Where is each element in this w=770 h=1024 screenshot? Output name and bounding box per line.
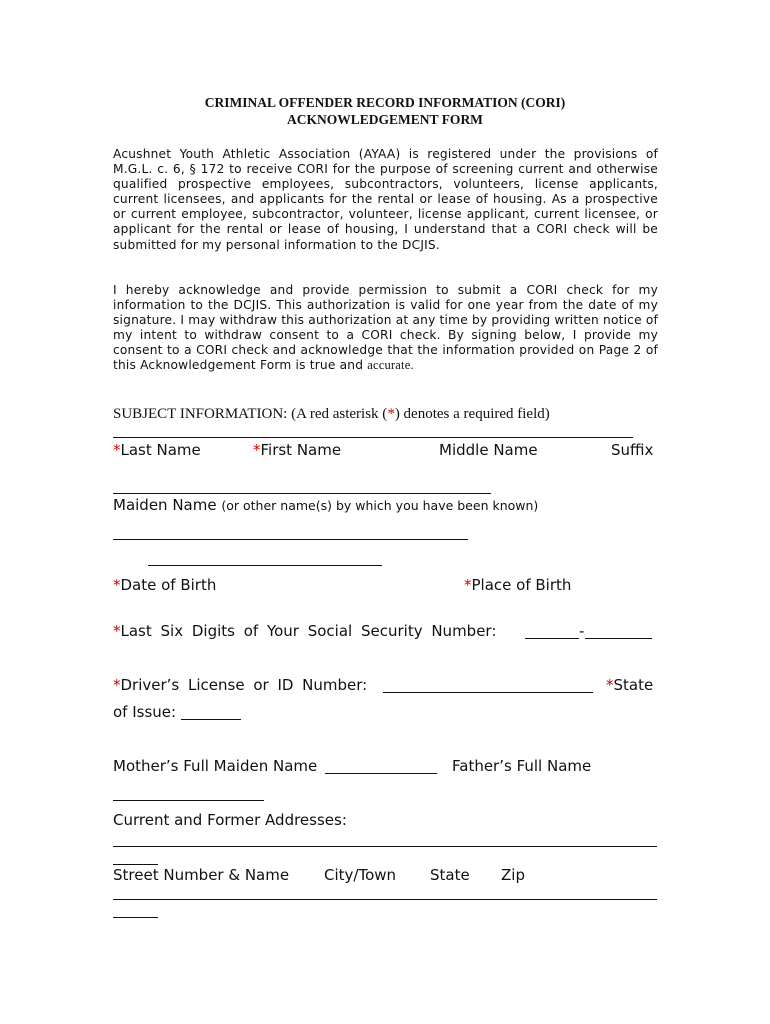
consent-text: I hereby acknowledge and provide permission to submit a CORI check for my information to the DCJIS. This authorization is valid for one year from the date of my signature. I may withdraw this authorization at any time by providing written notice of my intent to withdraw consent to a CORI check. By signing below, I provide my consent to a CORI check and acknowledge that the information provided on Page 2 of this Acknowledgement Form is true and — [113, 283, 658, 373]
maiden-name-label: Maiden Name (or other name(s) by which you have been known) — [113, 496, 539, 514]
state-label: State — [430, 866, 470, 884]
required-asterisk: * — [387, 406, 395, 422]
name-signature-line[interactable] — [113, 437, 633, 438]
street-label: Street Number & Name — [113, 866, 290, 884]
address-line-2-cont[interactable] — [113, 917, 158, 918]
ssn-input-part2[interactable] — [585, 638, 652, 639]
intro-paragraph: Acushnet Youth Athletic Association (AYAA) is registered under the provisions of M.G.L. c. 6, § 172 to receive CORI for the purpose of screening current and otherwise qualified prospective employees, subcontractors, volunteers, license applicants, current licensees, and applicants for the rental or lease of housing. As a prospective or current employee, subcontractor, volunteer, license applicant, current licensee, or applicant for the rental or lease of housing, I understand that a CORI check will be submitted for my personal information to the DCJIS. — [113, 147, 658, 252]
drivers-license-input[interactable] — [383, 692, 593, 693]
address-line-2[interactable] — [113, 899, 657, 900]
birth-line-1[interactable] — [113, 539, 468, 540]
ssn-label: *Last Six Digits of Your Social Security Number: — [113, 622, 497, 640]
place-of-birth-label: *Place of Birth — [464, 576, 572, 594]
state-of-issue-label-2: of Issue: — [113, 703, 177, 721]
birth-line-2[interactable] — [148, 565, 382, 566]
city-label: City/Town — [324, 866, 397, 884]
address-line-1[interactable] — [113, 846, 657, 847]
mothers-maiden-name-input[interactable] — [325, 773, 437, 774]
form-title-line-1: CRIMINAL OFFENDER RECORD INFORMATION (CORI) — [204, 95, 566, 110]
ssn-separator: - — [579, 622, 585, 640]
subject-heading-start: SUBJECT INFORMATION: (A red asterisk ( — [113, 406, 388, 422]
form-title-line-2: ACKNOWLEDGEMENT FORM — [287, 112, 483, 127]
drivers-license-label: *Driver’s License or ID Number: — [113, 676, 368, 694]
fathers-full-name-label: Father’s Full Name — [452, 757, 592, 775]
zip-label: Zip — [501, 866, 525, 884]
first-name-label: *First Name — [253, 441, 342, 459]
consent-paragraph — [113, 283, 658, 374]
consent-last-word: accurate. — [367, 358, 414, 373]
middle-name-label: Middle Name — [439, 441, 538, 459]
ssn-input-part1[interactable] — [525, 638, 579, 639]
suffix-label: Suffix — [611, 441, 654, 459]
subject-heading-end: ) denotes a required field) — [394, 406, 550, 422]
maiden-name-line[interactable] — [113, 493, 491, 494]
mothers-maiden-name-label: Mother’s Full Maiden Name — [113, 757, 318, 775]
addresses-label: Current and Former Addresses: — [113, 811, 347, 829]
state-of-issue-label-1: *State — [606, 676, 654, 694]
last-name-label: *Last Name — [113, 441, 201, 459]
address-line-1-cont[interactable] — [113, 864, 158, 865]
fathers-full-name-input[interactable] — [113, 800, 264, 801]
state-of-issue-input[interactable] — [181, 719, 241, 720]
date-of-birth-label: *Date of Birth — [113, 576, 217, 594]
subject-info-heading — [113, 406, 550, 423]
